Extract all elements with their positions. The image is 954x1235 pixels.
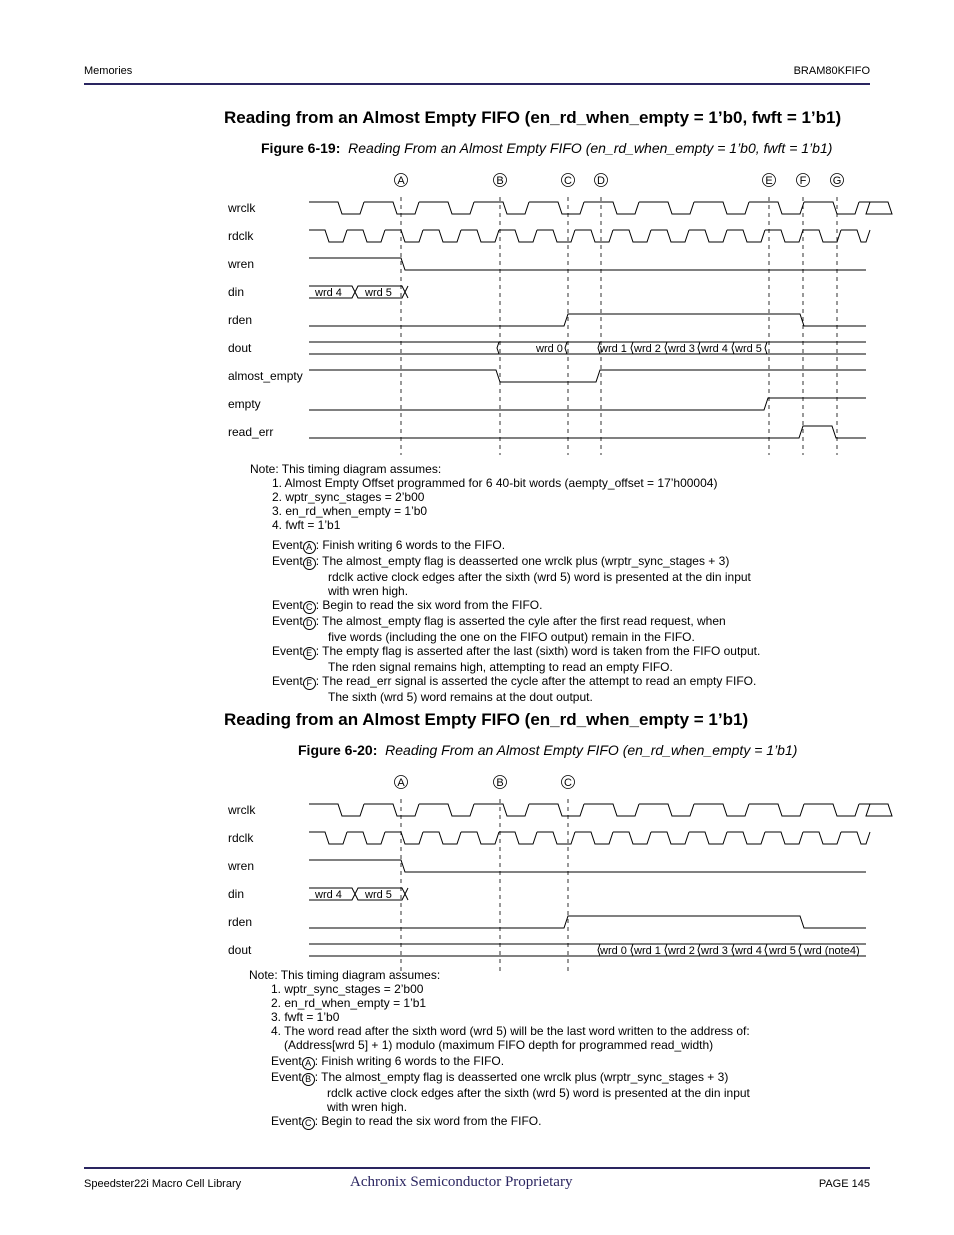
event-marker-icon: D [303, 617, 316, 630]
event-note-line [250, 538, 760, 554]
rdclk-waveform [309, 832, 870, 844]
dout-transition [765, 342, 767, 354]
footer-rule [84, 1167, 870, 1169]
event-note-line: five words (including the one on the FIFO output) remain in the FIFO. [328, 630, 695, 644]
event-marker-icon: C [302, 1117, 315, 1130]
dout-word: wrd 0 [600, 945, 627, 957]
event-text: : Begin to read the six word from the FIFO. [315, 598, 543, 612]
dout-word: wrd 4 [701, 343, 728, 355]
timing-diagram-6-19 [0, 165, 954, 460]
signal-label: din [228, 285, 245, 299]
signal-label: wrclk [228, 201, 256, 215]
dout-transition [799, 944, 801, 956]
signal-label: empty [228, 397, 261, 411]
dout-word: wrd 4 [735, 945, 762, 957]
din-word: wrd 4 [315, 889, 342, 901]
dout-word: wrd 2 [634, 343, 661, 355]
event-text: : The almost_empty flag is deasserted one wrclk plus (wrptr_sync_stages + 3) [314, 1070, 729, 1084]
signal-label: wrclk [228, 803, 256, 817]
wrclk-waveform [309, 804, 892, 816]
note-item: 2. en_rd_when_empty = 1’b1 [271, 996, 427, 1010]
section-1-heading: Reading from an Almost Empty FIFO (en_rd_when_empty = 1’b0, fwft = 1’b1) [224, 108, 842, 127]
event-marker-icon: C [303, 601, 316, 614]
header-rule [84, 83, 870, 85]
event-marker-label: A [397, 175, 405, 187]
rden-waveform [309, 314, 866, 326]
event-marker-icon: E [303, 647, 316, 660]
event-note-line: with wren high. [327, 1100, 408, 1114]
dout-word: wrd 5 [735, 343, 762, 355]
dout-transition [631, 944, 633, 956]
rdclk-waveform [309, 230, 870, 242]
event-word: Event [272, 614, 303, 628]
dout-transition [732, 944, 734, 956]
event-marker-icon: B [302, 1073, 315, 1086]
section-2-heading: Reading from an Almost Empty FIFO (en_rd_when_empty = 1’b1) [224, 710, 749, 729]
event-text: : The read_err signal is asserted the cycle after the attempt to read an empty FIFO. [315, 674, 757, 688]
header-right: BRAM80KFIFO [793, 65, 870, 77]
note-item: 3. en_rd_when_empty = 1’b0 [272, 504, 428, 518]
note-item: 1. Almost Empty Offset programmed for 6 40-bit words (aempty_offset = 17’h00004) [272, 476, 718, 490]
event-note-line: The rden signal remains high, attempting to read an empty FIFO. [328, 660, 673, 674]
event-note-line [249, 1054, 750, 1070]
event-marker-label: B [496, 175, 504, 187]
event-text: : Begin to read the six word from the FIFO. [314, 1114, 542, 1128]
rden-waveform [309, 916, 866, 928]
event-marker-label: C [564, 777, 572, 789]
signal-label: rdclk [228, 229, 254, 243]
event-marker-icon: A [303, 541, 316, 554]
event-marker-icon: F [303, 677, 316, 690]
event-marker-label: G [832, 175, 842, 187]
signal-label: rden [228, 313, 253, 327]
event-word: Event [271, 1114, 302, 1128]
event-marker-label: D [597, 175, 605, 187]
dout-word: wrd 1 [600, 343, 627, 355]
event-note-line [249, 1070, 750, 1086]
event-word: Event [271, 1070, 302, 1084]
wrclk-waveform [309, 202, 892, 214]
signal-label: rdclk [228, 831, 254, 845]
note-item: (Address[wrd 5] + 1) modulo (maximum FIFO depth for programmed read_width) [284, 1038, 714, 1052]
signal-label: rden [228, 915, 253, 929]
event-note-line [250, 554, 760, 570]
dout-transition [565, 342, 567, 354]
din-word: wrd 5 [365, 287, 392, 299]
event-word: Event [271, 1054, 302, 1068]
dout-word: wrd 3 [668, 343, 695, 355]
event-text: : The almost_empty flag is asserted the cyle after the first read request, when [315, 614, 726, 628]
dout-transition [698, 944, 700, 956]
wren-waveform [309, 860, 866, 872]
dout-word: wrd 0 [536, 343, 563, 355]
event-note-line: rdclk active clock edges after the sixth (wrd 5) word is presented at the din input [327, 1086, 750, 1100]
notes-6-19 [250, 462, 760, 704]
dout-transition [631, 342, 633, 354]
event-word: Event [272, 598, 303, 612]
note-item: 1. wptr_sync_stages = 2’b00 [271, 982, 424, 996]
event-note-line [249, 1114, 750, 1130]
event-note-line [250, 644, 760, 660]
wren-waveform [309, 258, 866, 270]
note-item: 2. wptr_sync_stages = 2’b00 [272, 490, 425, 504]
dout-word: wrd 1 [634, 945, 661, 957]
event-text: : The almost_empty flag is deasserted one wrclk plus (wrptr_sync_stages + 3) [315, 554, 730, 568]
event-marker-label: A [397, 777, 405, 789]
dout-transition [497, 342, 499, 354]
event-marker-icon: A [302, 1057, 315, 1070]
dout-transition [665, 944, 667, 956]
event-marker-label: E [765, 175, 773, 187]
event-text: : The empty flag is asserted after the last (sixth) word is taken from the FIFO output. [315, 644, 761, 658]
header-left: Memories [84, 65, 133, 77]
footer-left: Speedster22i Macro Cell Library [84, 1178, 242, 1190]
event-word: Event [272, 644, 303, 658]
event-note-line [250, 674, 760, 690]
signal-label: almost_empty [228, 369, 303, 383]
figure-6-20-caption: Figure 6-20: Reading From an Almost Empty FIFO (en_rd_when_empty = 1’b1) [298, 742, 798, 758]
footer-page-number: PAGE 145 [818, 1178, 870, 1190]
notes-intro: Note: This timing diagram assumes: [249, 968, 441, 982]
din-word: wrd 5 [365, 889, 392, 901]
event-note-line [250, 598, 760, 614]
dout-word: wrd (note4) [804, 945, 860, 957]
signal-label: wren [228, 859, 255, 873]
event-marker-label: B [496, 777, 504, 789]
event-text: : Finish writing 6 words to the FIFO. [315, 538, 506, 552]
signal-label: dout [228, 341, 252, 355]
note-item: 3. fwft = 1’b0 [271, 1010, 340, 1024]
notes-intro: Note: This timing diagram assumes: [250, 462, 442, 476]
dout-bus [309, 342, 866, 354]
dout-word: wrd 5 [769, 945, 796, 957]
event-note-line [250, 614, 760, 630]
event-text: : Finish writing 6 words to the FIFO. [314, 1054, 505, 1068]
din-word: wrd 4 [315, 287, 342, 299]
event-word: Event [272, 554, 303, 568]
dout-word: wrd 3 [701, 945, 728, 957]
signal-label: wren [228, 257, 255, 271]
dout-transition [698, 342, 700, 354]
figure-6-19-caption: Figure 6-19: Reading From an Almost Empty FIFO (en_rd_when_empty = 1’b0, fwft = 1’b1) [261, 140, 833, 156]
dout-transition [765, 944, 767, 956]
event-word: Event [272, 674, 303, 688]
signal-label: read_err [228, 425, 274, 439]
event-marker-icon: B [303, 557, 316, 570]
event-marker-label: F [799, 175, 807, 187]
signal-label: din [228, 887, 245, 901]
almost-empty-waveform [309, 370, 866, 382]
empty-waveform [309, 398, 866, 410]
event-note-line: The sixth (wrd 5) word remains at the dout output. [328, 690, 593, 704]
footer-center: Achronix Semiconductor Proprietary [350, 1174, 573, 1190]
event-marker-label: C [564, 175, 572, 187]
note-item: 4. fwft = 1’b1 [272, 518, 341, 532]
signal-label: dout [228, 943, 252, 957]
timing-diagram-6-20 [0, 768, 954, 973]
dout-transition [732, 342, 734, 354]
event-word: Event [272, 538, 303, 552]
event-note-line: with wren high. [328, 584, 409, 598]
read-err-waveform [309, 426, 866, 438]
notes-6-20 [249, 968, 750, 1130]
dout-word: wrd 2 [668, 945, 695, 957]
dout-transition [665, 342, 667, 354]
event-note-line: rdclk active clock edges after the sixth (wrd 5) word is presented at the din input [328, 570, 751, 584]
note-item: 4. The word read after the sixth word (wrd 5) will be the last word written to the address of: [271, 1024, 750, 1038]
